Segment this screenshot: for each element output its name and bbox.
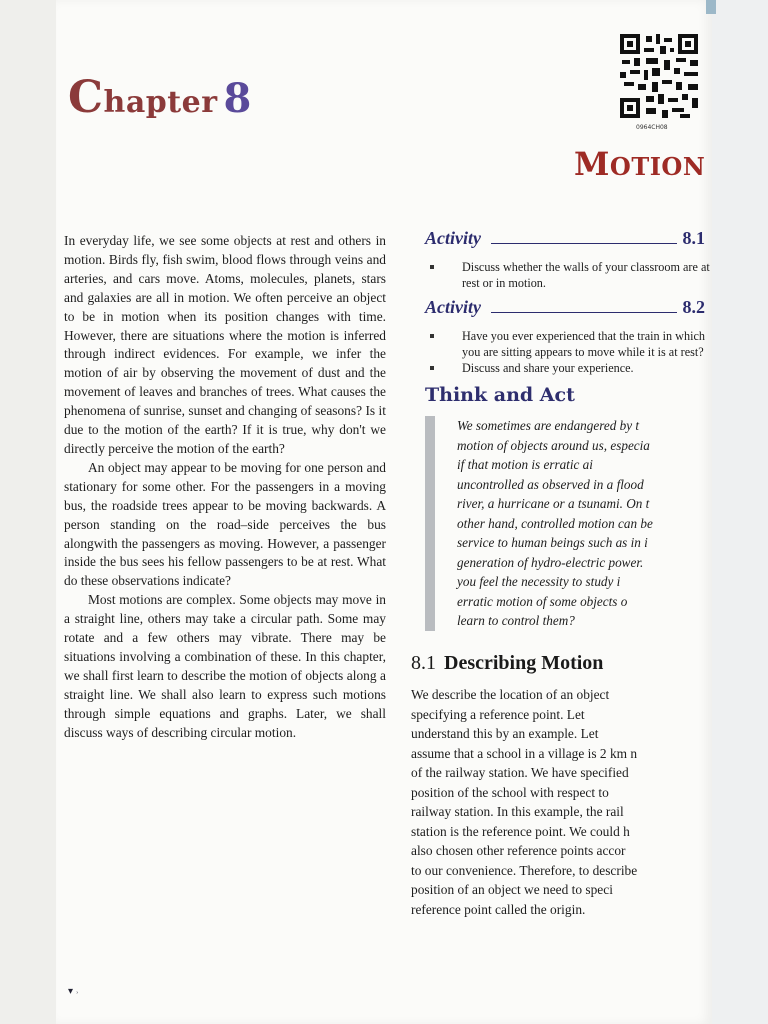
- intro-text: [64, 232, 386, 742]
- section-heading: 8.1 Describing Motion: [411, 652, 604, 674]
- bullet-icon: [430, 265, 434, 269]
- bullet-icon: [430, 366, 434, 370]
- corner-tab: [706, 0, 716, 14]
- heading-rule: [491, 243, 677, 244]
- activity-heading: Activity 8.1: [425, 228, 705, 248]
- activity-box: [425, 297, 715, 376]
- page-edge: [712, 0, 768, 1024]
- chapter-word: Chapter: [68, 72, 218, 123]
- bullet-icon: [430, 334, 434, 338]
- think-and-act-box: [425, 416, 715, 631]
- activity-list: [425, 328, 715, 376]
- chapter-heading: [68, 72, 251, 123]
- list-item: Discuss whether the walls of your classroom are at rest or in motion.: [425, 259, 715, 291]
- intro-paragraph: Most motions are complex. Some objects may move in a straight line, others may take a circular path. Some may rotate and a few others may vibrate. There may be situations involving a combination of these. In this chapter, we shall first learn to describe the motion of objects along a straight line. We shall also learn to express such motions through simple equations and graphs. Later, we shall discuss ways of describing circular motion.: [64, 592, 386, 740]
- side-bar: [425, 416, 435, 631]
- intro-paragraph: In everyday life, we see some objects at rest and others in motion. Birds fly, fish swim, blood flows through veins and arteries, and cars move. Atoms, molecules, planets, stars and galaxies are all in motion. We often perceive an object to be in motion when its position changes with time. However, there are situations where the motion is inferred through indirect evidences. For example, we infer the motion of air by observing the movement of dust and the movement of leaves and branches of trees. What causes the phenomena of sunrise, sunset and changing of seasons? Is it due to the motion of the earth? If it is true, why don't we directly perceive the motion of the earth?: [64, 233, 386, 456]
- qr-code-label: 0964CH08: [636, 124, 668, 131]
- list-item: Have you ever experienced that the train in which you are sitting appears to move while it is at rest?: [425, 328, 715, 360]
- list-item: Discuss and share your experience.: [425, 360, 715, 376]
- footer-mark: ▾ ˒: [68, 986, 79, 997]
- think-and-act-heading: Think and Act: [425, 384, 575, 406]
- activity-box: [425, 228, 715, 291]
- page-gutter: [0, 0, 56, 1024]
- heading-rule: [491, 312, 677, 313]
- activity-list: [425, 259, 715, 291]
- intro-paragraph: An object may appear to be moving for one person and stationary for some other. For the passengers in a moving bus, the roadside trees appear to be moving backwards. A person standing on the road–side perceives the bus alongwith the passengers as moving. However, a passenger inside the bus sees his fellow passengers to be at rest. What do these observations indicate?: [64, 459, 386, 589]
- activity-heading: Activity 8.2: [425, 297, 705, 317]
- qr-code-icon: [618, 32, 700, 120]
- chapter-number: 8: [223, 75, 252, 122]
- section-text: We describe the location of an object specifying a reference point. Let understand this by an example. Let assume that a school in a village is 2 km n of the railway station. We have specified position of the school with respect to railway station. In this example, the rail station is the reference point. We could h also chosen other reference points accor to our convenience. Therefore, to describe position of an object we need to speci reference point called the origin.: [411, 687, 638, 917]
- sidebar-column: [425, 228, 715, 631]
- think-and-act-text: We sometimes are endangered by t motion of objects around us, especia if that motion is erratic ai uncontrolled as observed in a flood river, a hurricane or a tsunami. On t other hand, controlled motion can be service to human beings such as in i generation of hydro-electric power. you feel the necessity to study i erratic motion of some objects o learn to control them?: [457, 418, 653, 628]
- chapter-title: MOTION: [574, 145, 706, 183]
